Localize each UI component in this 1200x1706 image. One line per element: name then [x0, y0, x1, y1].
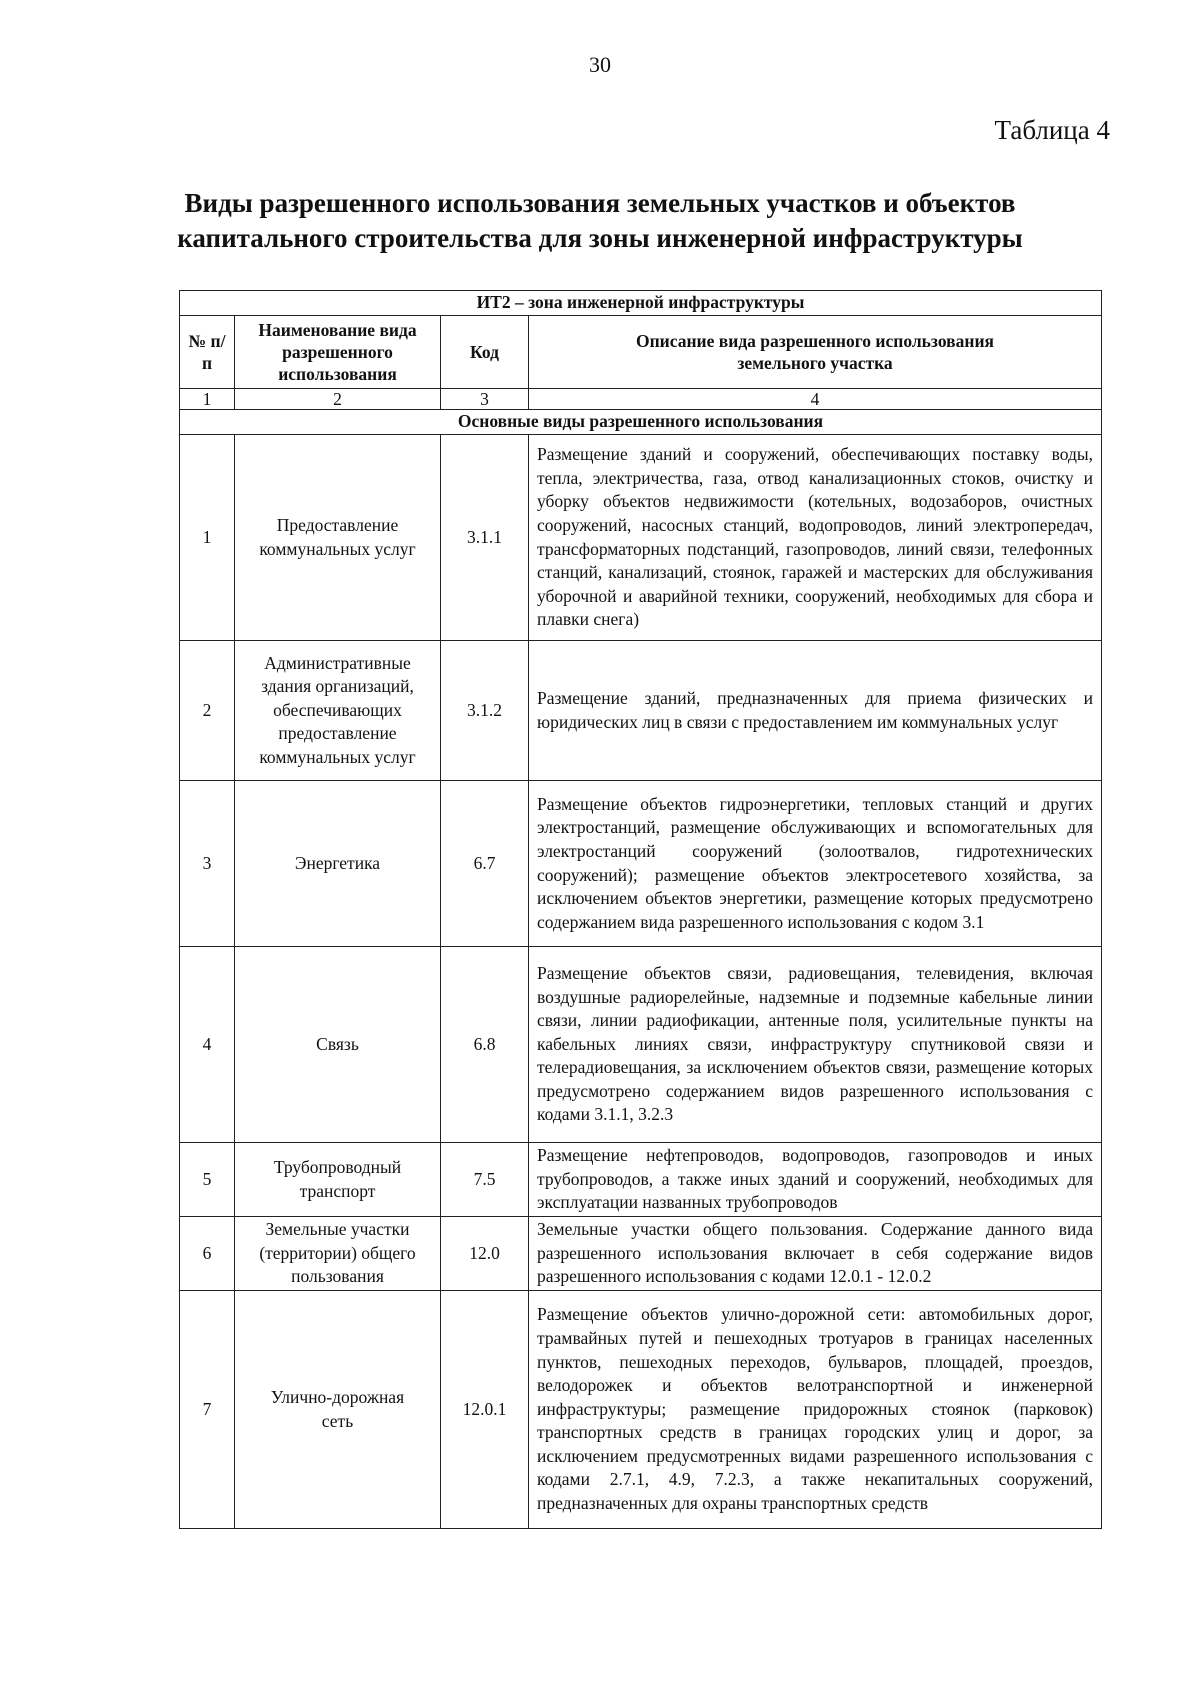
row-desc: Размещение зданий и сооружений, обеспечивающих поставку воды, тепла, электричества, газа, отвод канализационных стоков, очистку и уборку объектов недвижимости (котельных, водозаборов, очистных сооружений, насосных станций, водопроводов, линий электропередач, трансформаторных подстанций, газопроводов, линий связи, телефонных станций, канализаций, стоянок, гаражей и мастерских для обслуживания уборочной и аварийной техники, сооружений, необходимых для сбора и плавки снега): [529, 435, 1102, 641]
table-row: [180, 1217, 1102, 1291]
row-code: 7.5: [441, 1143, 529, 1217]
row-num: 2: [180, 641, 235, 781]
row-desc: Земельные участки общего пользования. Содержание данного вида разрешенного использования включает в себя содержание видов разрешенного использования с кодами 12.0.1 - 12.0.2: [529, 1217, 1102, 1291]
land-use-table: [179, 290, 1102, 1529]
row-code: 12.0: [441, 1217, 529, 1291]
section-row: [180, 410, 1102, 435]
row-num: 1: [180, 435, 235, 641]
row-name: Предоставление коммунальных услуг: [235, 435, 441, 641]
row-name: Трубопроводный транспорт: [235, 1143, 441, 1217]
title-line-1: Виды разрешенного использования земельных участков и объектов: [184, 188, 1016, 218]
table-row: [180, 641, 1102, 781]
table-row: [180, 435, 1102, 641]
row-num: 6: [180, 1217, 235, 1291]
table-label: Таблица 4: [994, 115, 1110, 145]
row-desc: Размещение объектов улично-дорожной сети: автомобильных дорог, трамвайных путей и пешеходных тротуаров в границах населенных пунктов, пешеходных переходов, бульваров, площадей, проездов, велодорожек и объектов велотранспортной и инженерной инфраструктуры; размещение придорожных стоянок (парковок) транспортных средств в границах городских улиц и дорог, за исключением предусмотренных видами разрешенного использования с кодами 2.7.1, 4.9, 7.2.3, а также некапитальных сооружений, предназначенных для охраны транспортных средств: [529, 1291, 1102, 1529]
col-number: 1: [180, 389, 235, 410]
col-number: 4: [529, 389, 1102, 410]
row-name: Энергетика: [235, 781, 441, 947]
row-num: 3: [180, 781, 235, 947]
row-code: 3.1.2: [441, 641, 529, 781]
row-num: 4: [180, 947, 235, 1143]
table-row: [180, 1143, 1102, 1217]
table-row: [180, 781, 1102, 947]
document-title: [100, 186, 1100, 256]
col-header-name: Наименование вида разрешенного использования: [235, 316, 441, 389]
row-code: 6.7: [441, 781, 529, 947]
row-code: 12.0.1: [441, 1291, 529, 1529]
row-name: Административные здания организаций, обеспечивающих предоставление коммунальных услуг: [235, 641, 441, 781]
row-num: 5: [180, 1143, 235, 1217]
row-name: Связь: [235, 947, 441, 1143]
table-row: [180, 1291, 1102, 1529]
page-number: 30: [589, 52, 611, 77]
title-line-2: капитального строительства для зоны инженерной инфраструктуры: [177, 223, 1023, 253]
table-row: [180, 947, 1102, 1143]
row-desc: Размещение объектов гидроэнергетики, тепловых станций и других электростанций, размещение обслуживающих и вспомогательных для электростанций сооружений (золоотвалов, гидротехнических сооружений); размещение объектов электросетевого хозяйства, за исключением объектов энергетики, размещение которых предусмотрено содержанием вида разрешенного использования с кодом 3.1: [529, 781, 1102, 947]
col-header-code: Код: [441, 316, 529, 389]
column-number-row: [180, 389, 1102, 410]
row-num: 7: [180, 1291, 235, 1529]
row-name: Улично-дорожная сеть: [235, 1291, 441, 1529]
zone-header-row: [180, 291, 1102, 316]
row-desc: Размещение зданий, предназначенных для приема физических и юридических лиц в связи с предоставлением им коммунальных услуг: [529, 641, 1102, 781]
zone-header: ИТ2 – зона инженерной инфраструктуры: [180, 291, 1102, 316]
row-code: 3.1.1: [441, 435, 529, 641]
section-title: Основные виды разрешенного использования: [180, 410, 1102, 435]
col-number: 2: [235, 389, 441, 410]
row-desc: Размещение нефтепроводов, водопроводов, газопроводов и иных трубопроводов, а также иных зданий и сооружений, необходимых для эксплуатации названных трубопроводов: [529, 1143, 1102, 1217]
column-header-row: [180, 316, 1102, 389]
col-header-desc: Описание вида разрешенного использования земельного участка: [529, 316, 1102, 389]
col-header-num: № п/п: [180, 316, 235, 389]
row-code: 6.8: [441, 947, 529, 1143]
row-name: Земельные участки (территории) общего пользования: [235, 1217, 441, 1291]
row-desc: Размещение объектов связи, радиовещания, телевидения, включая воздушные радиорелейные, надземные и подземные кабельные линии связи, линии радиофикации, антенные поля, усилительные пункты на кабельных линиях связи, инфраструктуру спутниковой связи и телерадиовещания, за исключением объектов связи, размещение которых предусмотрено содержанием видов разрешенного использования с кодами 3.1.1, 3.2.3: [529, 947, 1102, 1143]
col-number: 3: [441, 389, 529, 410]
